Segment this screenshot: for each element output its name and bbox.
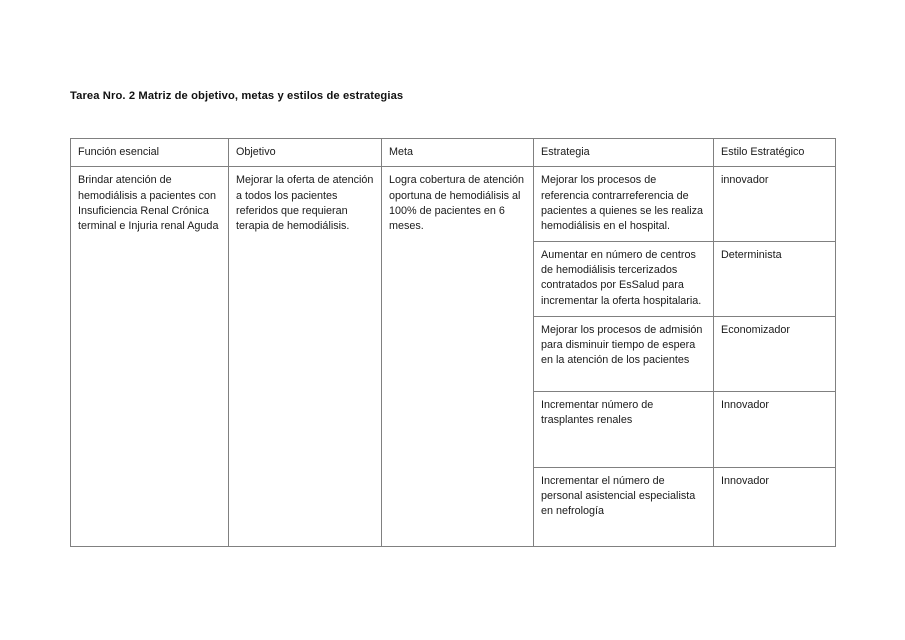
- column-header-objetivo: Objetivo: [229, 139, 382, 167]
- document-title: Tarea Nro. 2 Matriz de objetivo, metas y estilos de estrategias: [70, 90, 404, 102]
- cell-estilo-estrategico: Innovador: [714, 467, 836, 546]
- cell-estilo-estrategico: Economizador: [714, 316, 836, 391]
- strategy-matrix-table: [70, 138, 836, 547]
- column-header-funcion-esencial: Función esencial: [71, 139, 229, 167]
- cell-objetivo: Mejorar la oferta de atención a todos los pacientes referidos que requieran terapia de hemodiálisis.: [229, 167, 382, 546]
- cell-estilo-estrategico: Innovador: [714, 391, 836, 467]
- cell-meta: Logra cobertura de atención oportuna de hemodiálisis al 100% de pacientes en 6 meses.: [382, 167, 534, 546]
- cell-estrategia: Incrementar el número de personal asistencial especialista en nefrología: [534, 467, 714, 546]
- column-header-estrategia: Estrategia: [534, 139, 714, 167]
- cell-estilo-estrategico: innovador: [714, 167, 836, 241]
- cell-estrategia: Mejorar los procesos de referencia contrarreferencia de pacientes a quienes se les realiza hemodiálisis en el hospital.: [534, 167, 714, 241]
- matrix-table-container: [70, 138, 835, 547]
- cell-estrategia: Incrementar número de trasplantes renales: [534, 391, 714, 467]
- table-header-row: [71, 139, 836, 167]
- column-header-estilo-estrategico: Estilo Estratégico: [714, 139, 836, 167]
- cell-funcion-esencial: Brindar atención de hemodiálisis a pacientes con Insuficiencia Renal Crónica terminal e Injuria renal Aguda: [71, 167, 229, 546]
- column-header-meta: Meta: [382, 139, 534, 167]
- cell-estrategia: Mejorar los procesos de admisión para disminuir tiempo de espera en la atención de los pacientes: [534, 316, 714, 391]
- cell-estrategia: Aumentar en número de centros de hemodiálisis tercerizados contratados por EsSalud para incrementar la oferta hospitalaria.: [534, 241, 714, 316]
- table-row: [71, 167, 836, 241]
- cell-estilo-estrategico: Determinista: [714, 241, 836, 316]
